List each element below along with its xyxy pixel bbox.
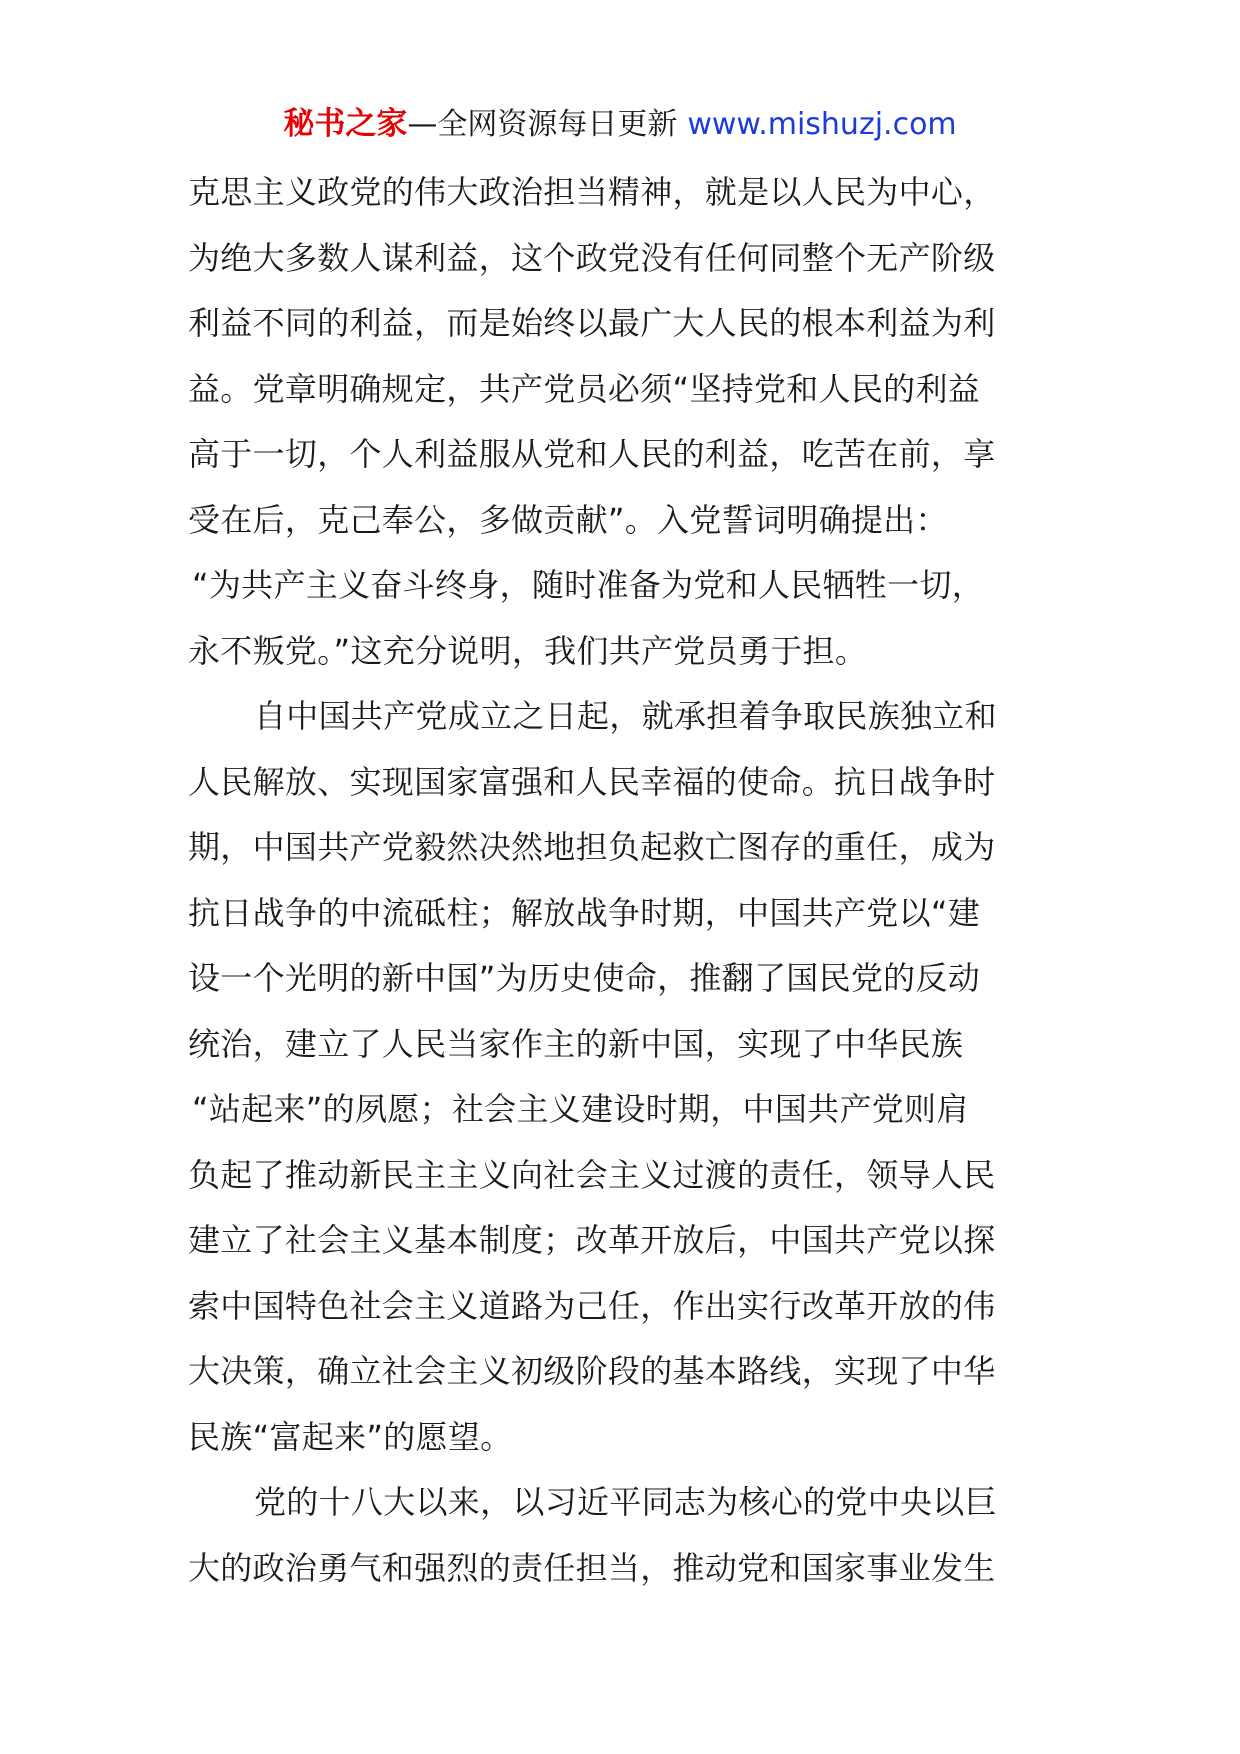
text-line: 期，中国共产党毅然决然地担负起救亡图存的重任，成为: [188, 828, 996, 866]
paragraph-start-line: 党的十八大以来，以习近平同志为核心的党中央以巨: [254, 1483, 997, 1521]
text-line: 高于一切，个人利益服从党和人民的利益，吃苦在前，享: [188, 435, 996, 473]
text-line: 受在后，克己奉公，多做贡献”。入党誓词明确提出：: [188, 500, 948, 539]
text-line: 民族“富起来”的愿望。: [188, 1417, 513, 1456]
text-line: 克思主义政党的伟大政治担当精神，就是以人民为中心，: [188, 173, 996, 211]
site-url-link[interactable]: www.mishuzj.com: [687, 107, 957, 142]
brand-name: 秘书之家: [283, 106, 408, 142]
text-line: 设一个光明的新中国”为历史使命，推翻了国民党的反动: [188, 959, 981, 997]
header-tagline: —全网资源每日更新: [407, 107, 678, 142]
paragraph-start-line: 自中国共产党成立之日起，就承担着争取民族独立和: [254, 697, 997, 735]
text-line: 人民解放、实现国家富强和人民幸福的使命。抗日战争时: [188, 762, 996, 801]
text-line: “为共产主义奋斗终身，随时准备为党和人民牺牲一切，: [192, 566, 985, 604]
text-line: 建立了社会主义基本制度；改革开放后，中国共产党以探: [188, 1221, 996, 1259]
text-line: 负起了推动新民主主义向社会主义过渡的责任，领导人民: [188, 1155, 996, 1194]
text-line: 永不叛党。”这充分说明，我们共产党员勇于担。: [188, 631, 868, 670]
text-line: 统治，建立了人民当家作主的新中国，实现了中华民族: [188, 1024, 964, 1063]
text-line: “站起来”的夙愿；社会主义建设时期，中国共产党则肩: [192, 1090, 969, 1128]
text-line: 大的政治勇气和强烈的责任担当，推动党和国家事业发生: [188, 1548, 996, 1587]
text-line: 索中国特色社会主义道路为己任，作出实行改革开放的伟: [188, 1286, 996, 1325]
text-line: 抗日战争的中流砥柱；解放战争时期，中国共产党以“建: [188, 893, 981, 932]
text-line: 为绝大多数人谋利益，这个政党没有任何同整个无产阶级: [188, 238, 996, 277]
site-header: [0, 102, 1240, 147]
text-line: 益。党章明确规定，共产党员必须“坚持党和人民的利益: [188, 369, 981, 408]
document-body: [188, 160, 1054, 1601]
text-line: 利益不同的利益，而是始终以最广大人民的根本利益为利: [188, 304, 996, 342]
text-line: 大决策，确立社会主义初级阶段的基本路线，实现了中华: [188, 1352, 996, 1390]
